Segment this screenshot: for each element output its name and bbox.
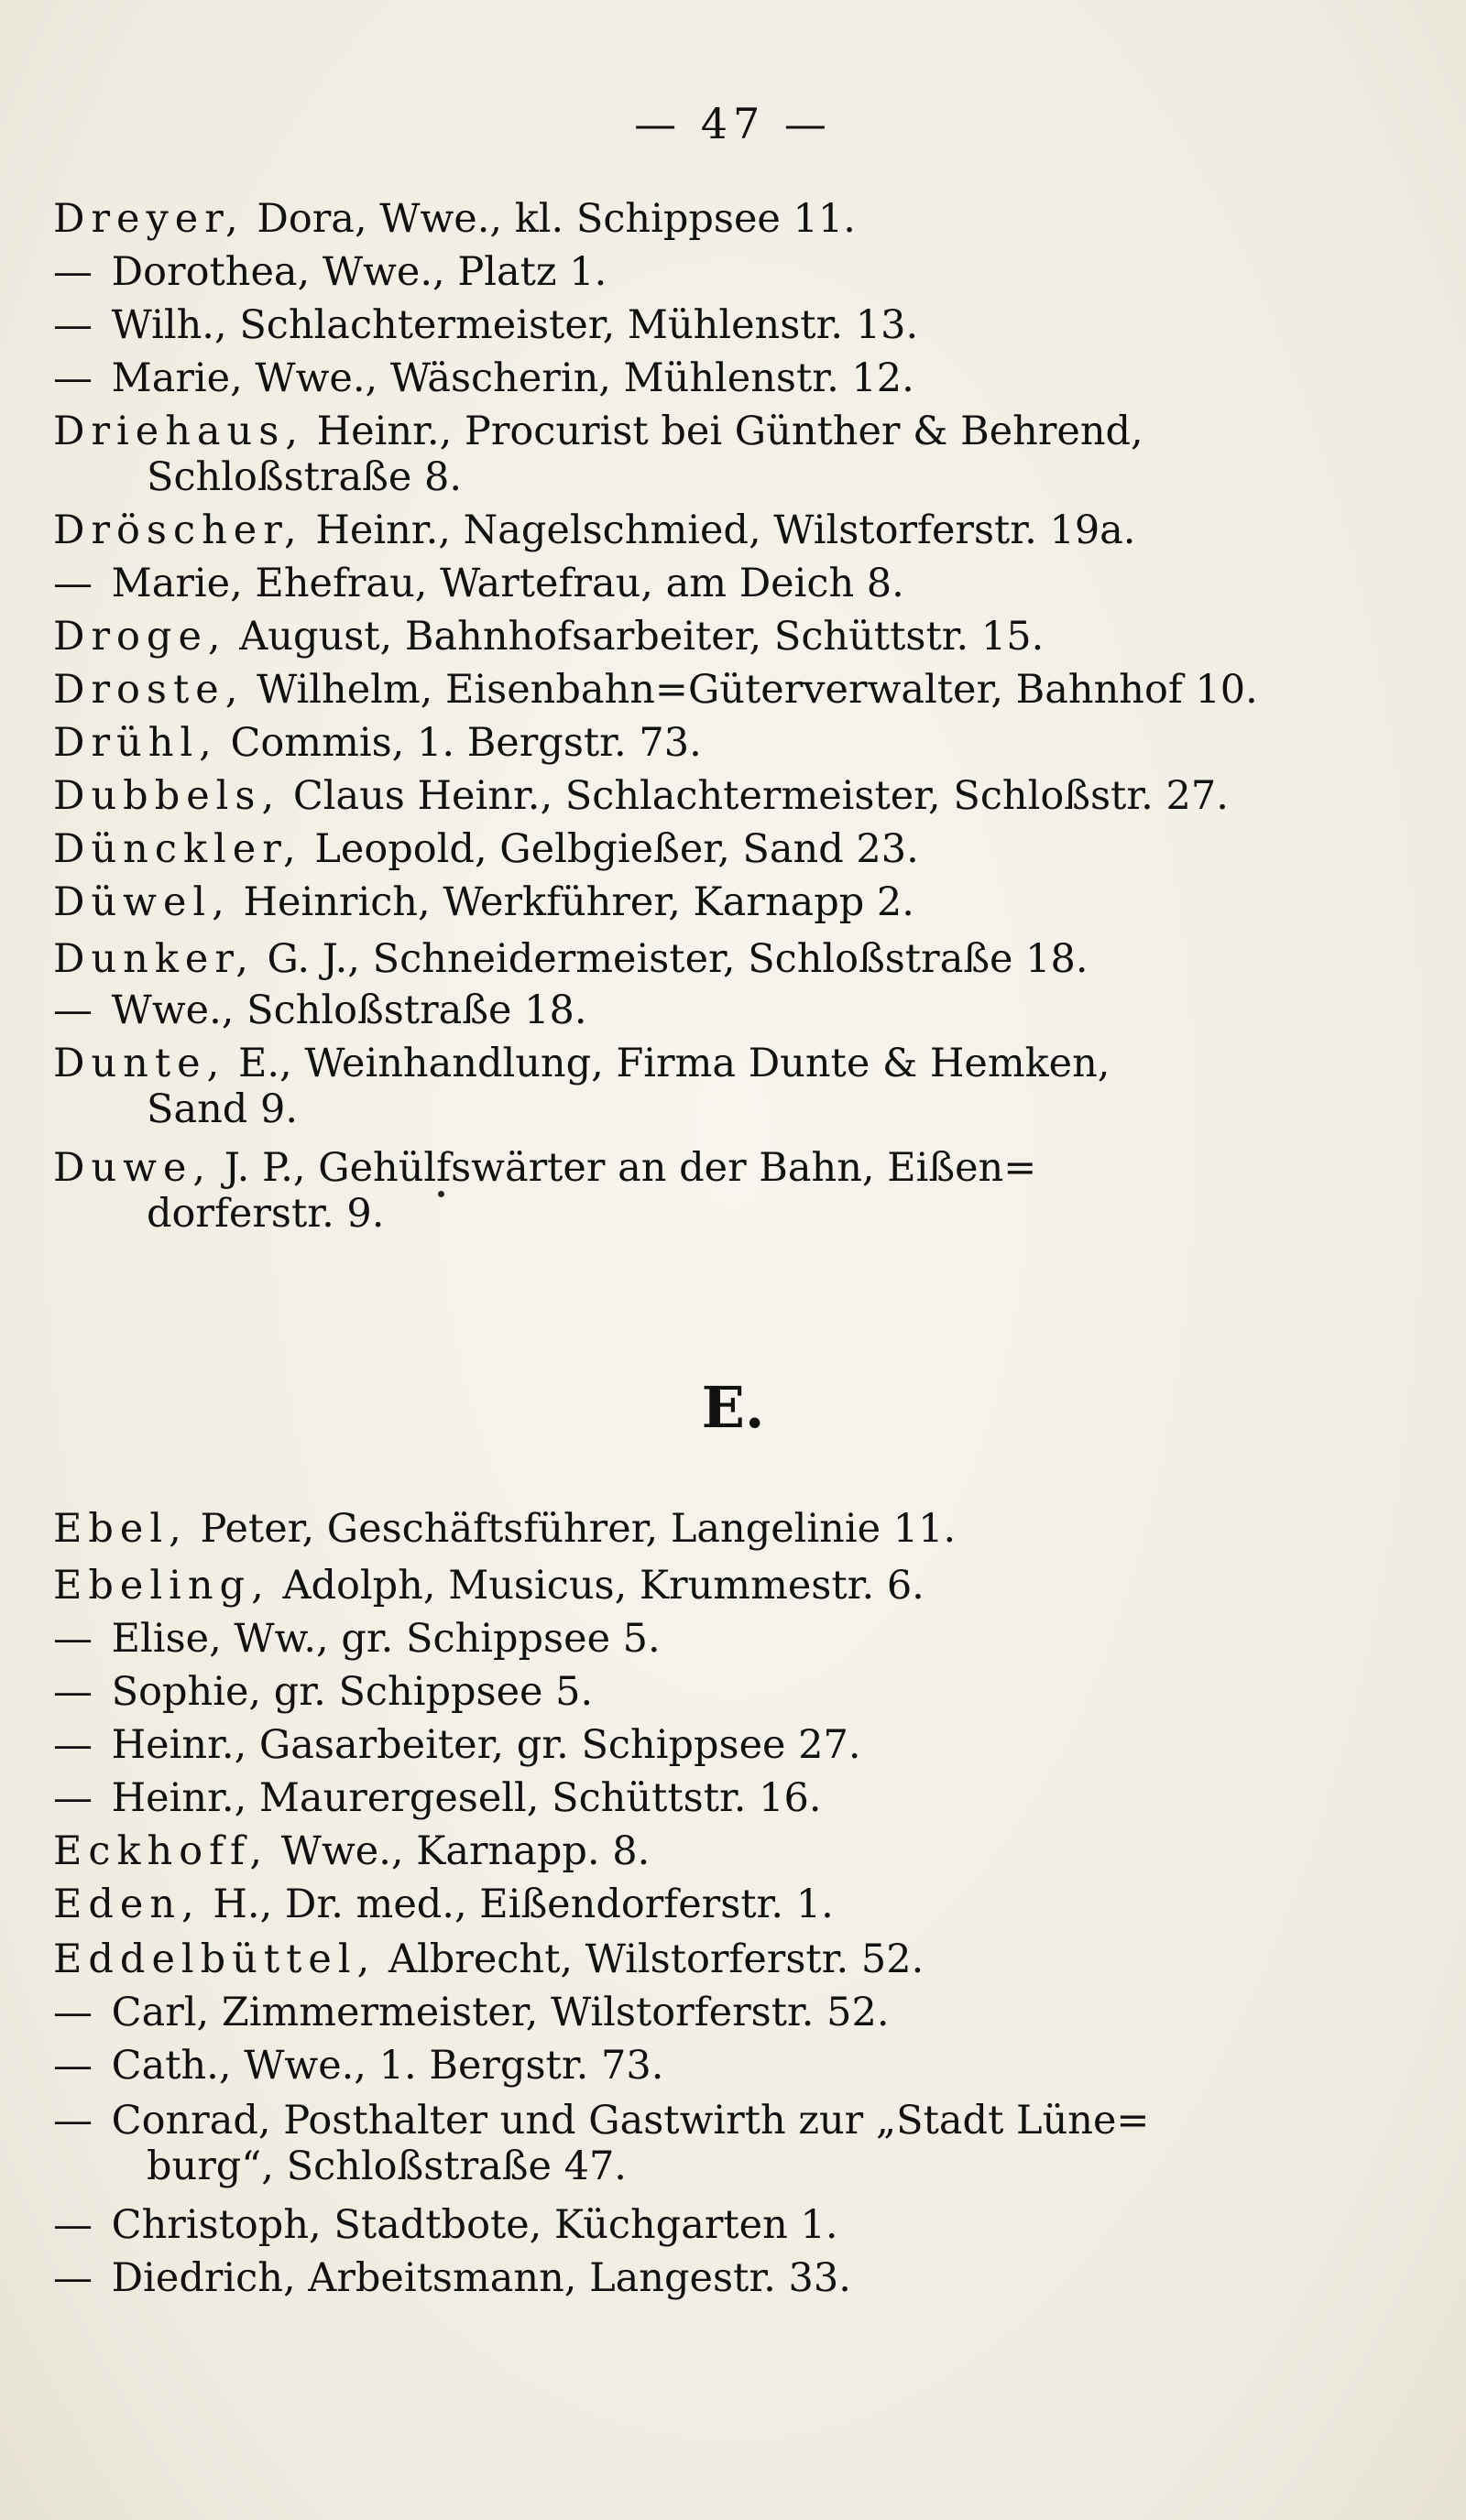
entry-details: Carl, Zimmermeister, Wilstorferstr. 52. [111, 1990, 890, 2035]
entry-surname: — [53, 302, 99, 348]
entry-details: Commis, 1. Bergstr. 73. [230, 720, 702, 766]
entry-details: J. P., Gehülfswärter an der Bahn, Eißen= [224, 1145, 1037, 1191]
directory-entry [53, 876, 1235, 929]
entry-details: Dorothea, Wwe., Platz 1. [111, 249, 607, 295]
directory-entry [53, 1559, 1235, 1612]
entry-surname: — [53, 1775, 99, 1821]
entry-details: burg“, Schloßstraße 47. [147, 2144, 627, 2189]
entry-details: Wilhelm, Eisenbahn=Güterverwalter, Bahnhof 10. [257, 667, 1258, 713]
entry-details: Heinr., Maurergesell, Schüttstr. 16. [111, 1775, 822, 1821]
entry-surname: Duwe, [53, 1145, 213, 1191]
entry-details: Marie, Wwe., Wäscherin, Mühlenstr. 12. [111, 355, 914, 401]
directory-entry [53, 610, 1235, 663]
entry-details: E., Weinhandlung, Firma Dunte & Hemken, [237, 1041, 1110, 1086]
entry-details: Heinr., Nagelschmied, Wilstorferstr. 19a. [315, 507, 1136, 553]
entry-surname: — [53, 987, 99, 1033]
directory-entry [53, 2039, 1235, 2092]
entry-details: Heinrich, Werkführer, Karnapp 2. [243, 879, 914, 925]
directory-entry [53, 557, 1235, 610]
entry-surname: — [53, 2255, 99, 2301]
directory-entry [53, 1986, 1235, 2039]
entry-surname: Dröscher, [53, 507, 303, 553]
entry-surname: Eddelbüttel, [53, 1936, 377, 1982]
entry-surname: Drühl, [53, 720, 218, 766]
entry-surname: — [53, 2202, 99, 2248]
directory-entry-continuation [147, 1083, 1329, 1136]
directory-entry [53, 1718, 1235, 1772]
entry-details: Adolph, Musicus, Krummestr. 6. [282, 1563, 924, 1609]
entry-surname: Ebel, [53, 1506, 188, 1552]
entry-details: Schloßstraße 8. [147, 454, 462, 500]
entry-details: Heinr., Procurist bei Günther & Behrend, [316, 409, 1143, 454]
directory-entry-continuation [147, 1187, 1329, 1240]
entry-details: Diedrich, Arbeitsmann, Langestr. 33. [111, 2255, 851, 2301]
directory-entry [53, 192, 1235, 245]
directory-entry [53, 984, 1235, 1037]
entry-surname: — [53, 561, 99, 606]
entry-details: Marie, Ehefrau, Wartefrau, am Deich 8. [111, 561, 904, 606]
directory-entry [53, 769, 1235, 823]
entry-surname: — [53, 355, 99, 401]
entry-surname: — [53, 2098, 99, 2144]
entry-details: dorferstr. 9. [147, 1191, 385, 1237]
entry-details: H., Dr. med., Eißendorferstr. 1. [213, 1882, 834, 1927]
entry-surname: — [53, 1616, 99, 1662]
directory-entry [53, 823, 1235, 876]
directory-entry [53, 1933, 1235, 1986]
entry-surname: Dreyer, [53, 196, 245, 242]
entry-details: Sophie, gr. Schippsee 5. [111, 1669, 594, 1715]
entry-surname: — [53, 2043, 99, 2089]
directory-entry [53, 504, 1235, 557]
entry-details: Elise, Ww., gr. Schippsee 5. [111, 1616, 661, 1662]
directory-entry [53, 933, 1235, 986]
directory-entry [53, 1825, 1235, 1878]
entry-surname: Eckhoff, [53, 1828, 269, 1874]
entry-surname: — [53, 1990, 99, 2035]
directory-entry [53, 245, 1235, 299]
directory-entry [53, 1502, 1235, 1555]
directory-entry [53, 1772, 1235, 1825]
entry-details: Cath., Wwe., 1. Bergstr. 73. [111, 2043, 664, 2089]
page-number: — 47 — [634, 99, 832, 148]
entry-surname: — [53, 1722, 99, 1768]
directory-entry [53, 299, 1235, 352]
directory-entry-continuation [147, 2140, 1329, 2193]
entry-details: Albrecht, Wilstorferstr. 52. [388, 1936, 924, 1982]
directory-entry [53, 663, 1258, 716]
entry-details: August, Bahnhofsarbeiter, Schüttstr. 15. [239, 614, 1045, 660]
directory-entry [53, 2198, 1235, 2252]
entry-details: Peter, Geschäftsführer, Langelinie 11. [200, 1506, 957, 1552]
entry-surname: Driehaus, [53, 409, 304, 454]
directory-entry [53, 716, 1235, 769]
entry-details: Claus Heinr., Schlachtermeister, Schloßstr. 27. [292, 773, 1229, 819]
directory-entry [53, 1878, 1235, 1931]
entry-details: Dora, Wwe., kl. Schippsee 11. [257, 196, 856, 242]
entry-surname: — [53, 1669, 99, 1715]
entry-details: Christoph, Stadtbote, Küchgarten 1. [111, 2202, 838, 2248]
section-letter: E. [701, 1374, 765, 1441]
entry-details: Wwe., Schloßstraße 18. [111, 987, 587, 1033]
entry-details: G. J., Schneidermeister, Schloßstraße 18. [267, 936, 1089, 982]
directory-entry-continuation [147, 451, 1329, 504]
entry-surname: — [53, 249, 99, 295]
entry-surname: Dünckler, [53, 826, 302, 872]
entry-details: Wilh., Schlachtermeister, Mühlenstr. 13. [111, 302, 919, 348]
entry-surname: Dunker, [53, 936, 255, 982]
entry-details: Leopold, Gelbgießer, Sand 23. [314, 826, 919, 872]
entry-surname: Dunte, [53, 1041, 226, 1086]
directory-entry [53, 352, 1235, 405]
directory-entry [53, 2252, 1235, 2305]
directory-entry [53, 1665, 1235, 1718]
entry-surname: Droste, [53, 667, 245, 713]
directory-entry [53, 1612, 1235, 1665]
entry-surname: Düwel, [53, 879, 231, 925]
entry-surname: Dubbels, [53, 773, 281, 819]
stray-dot-mark [438, 1191, 444, 1197]
entry-surname: Eden, [53, 1882, 201, 1927]
entry-surname: Droge, [53, 614, 227, 660]
entry-surname: Ebeling, [53, 1563, 270, 1609]
entry-details: Conrad, Posthalter und Gastwirth zur „Stadt Lüne= [111, 2098, 1150, 2144]
entry-details: Heinr., Gasarbeiter, gr. Schippsee 27. [111, 1722, 861, 1768]
entry-details: Wwe., Karnapp. 8. [280, 1828, 651, 1874]
entry-details: Sand 9. [147, 1086, 299, 1132]
